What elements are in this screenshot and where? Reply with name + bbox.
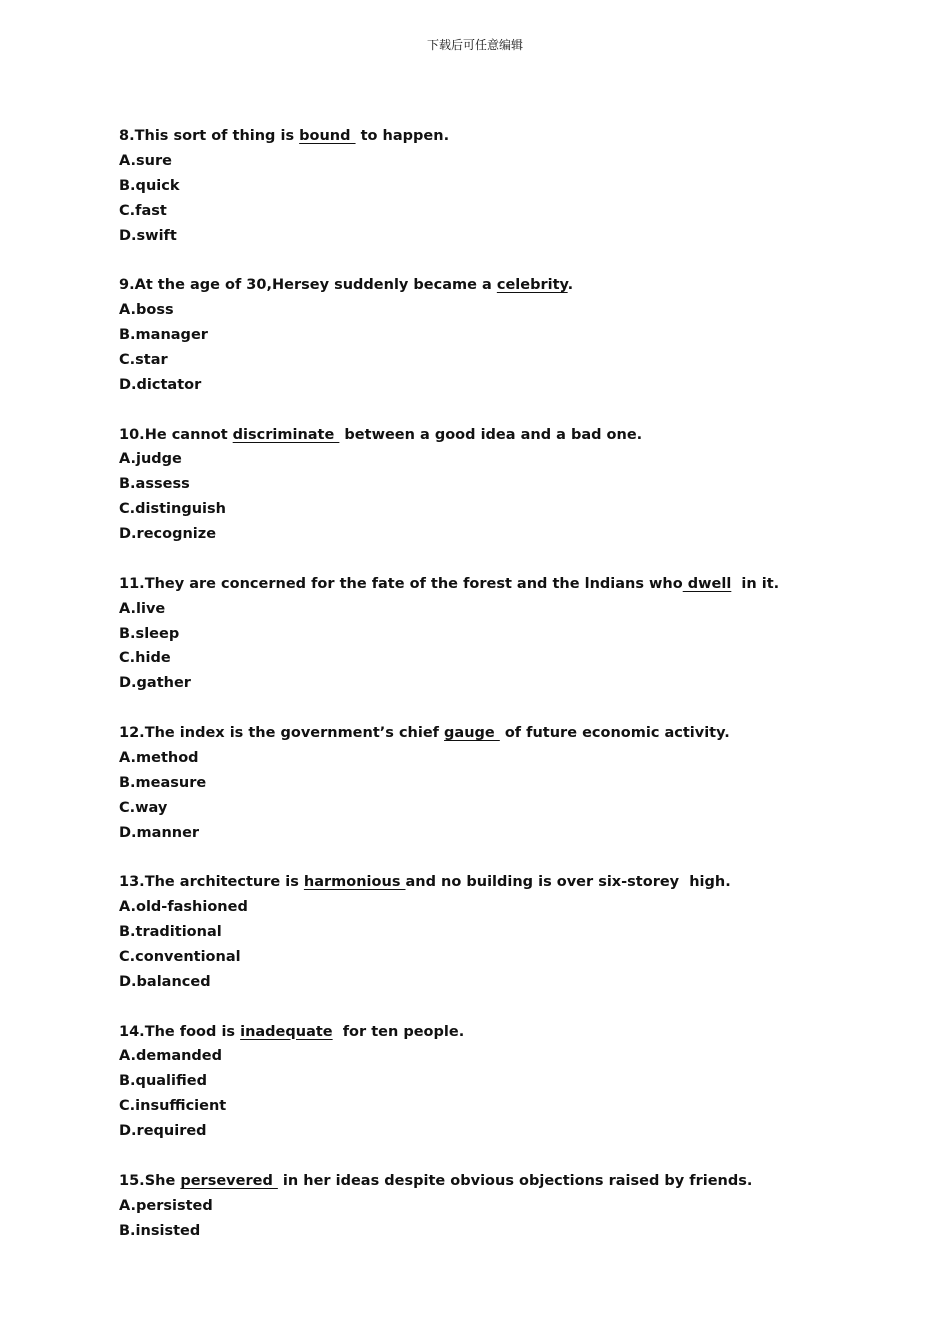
option-b: B.measure	[119, 774, 207, 791]
underlined-keyword: dwell	[682, 575, 732, 592]
question-stem	[119, 721, 899, 746]
option-b: B.assess	[119, 476, 190, 493]
stem-before: She	[144, 1172, 181, 1189]
underlined-keyword: discriminate	[232, 426, 340, 443]
option-b: B.quick	[119, 177, 180, 194]
question-9	[119, 273, 899, 397]
stem-before: The architecture is	[144, 874, 304, 891]
stem-before: They are concerned for the fate of the forest and the lndians who	[144, 575, 683, 592]
option-c: C.distinguish	[119, 501, 226, 518]
question-number: 8.	[119, 128, 135, 144]
option-c: C.insufficient	[119, 1098, 227, 1115]
question-15	[119, 1169, 899, 1244]
option-d: D.balanced	[119, 973, 211, 990]
option-c: C.conventional	[119, 948, 241, 965]
stem-before: The index is the government’s chief	[144, 725, 445, 741]
question-14	[119, 1020, 899, 1144]
stem-before: He cannot	[144, 426, 233, 443]
stem-after: in her ideas despite obvious objections raised by friends.	[277, 1172, 753, 1189]
page-header: 下载后可任意编辑	[426, 38, 523, 52]
underlined-keyword: inadequate	[240, 1023, 333, 1040]
question-stem	[119, 423, 899, 448]
question-number: 9.	[119, 277, 135, 294]
option-b: B.qualified	[119, 1073, 207, 1090]
question-list	[119, 124, 899, 1268]
option-d: D.required	[119, 1123, 207, 1140]
option-a: A.live	[119, 600, 166, 617]
option-a: A.judge	[119, 451, 182, 468]
question-12	[119, 721, 899, 845]
option-a: A.boss	[119, 302, 174, 319]
question-number: 12.	[119, 725, 145, 741]
stem-after: of future economic activity.	[499, 725, 730, 741]
question-stem	[119, 124, 899, 149]
question-stem	[119, 1020, 899, 1045]
question-stem	[119, 1169, 899, 1194]
stem-after: .	[567, 277, 574, 294]
option-a: A.old-fashioned	[119, 899, 248, 916]
underlined-keyword: celebrity	[496, 277, 568, 294]
option-b: B.traditional	[119, 924, 222, 941]
question-stem	[119, 572, 899, 597]
underlined-keyword: gauge	[444, 725, 500, 741]
underlined-keyword: bound	[299, 128, 356, 144]
option-b: B.insisted	[119, 1222, 201, 1239]
option-d: D.manner	[119, 824, 200, 841]
stem-after: between a good idea and a bad one.	[339, 426, 643, 443]
option-b: B.sleep	[119, 625, 180, 642]
stem-after: and no building is over six-storey high.	[405, 874, 731, 891]
option-a: A.method	[119, 749, 199, 766]
question-number: 13.	[119, 874, 145, 891]
question-number: 15.	[119, 1172, 145, 1189]
option-b: B.manager	[119, 327, 208, 344]
option-a: A.persisted	[119, 1197, 213, 1214]
question-8	[119, 124, 899, 248]
underlined-keyword: harmonious	[303, 874, 406, 891]
option-a: A.demanded	[119, 1048, 223, 1065]
question-10	[119, 423, 899, 547]
stem-before: At the age of 30,Hersey suddenly became a	[134, 277, 497, 294]
question-13	[119, 870, 899, 994]
option-d: D.dictator	[119, 376, 202, 393]
stem-after: in it.	[731, 575, 780, 592]
underlined-keyword: persevered	[180, 1172, 278, 1189]
question-stem	[119, 273, 899, 298]
option-c: C.fast	[119, 202, 167, 219]
option-c: C.hide	[119, 650, 171, 667]
question-number: 14.	[119, 1023, 145, 1040]
stem-after: to happen.	[355, 128, 450, 144]
question-stem	[119, 870, 899, 895]
question-11	[119, 572, 899, 696]
option-c: C.way	[119, 799, 168, 816]
option-d: D.swift	[119, 227, 177, 244]
stem-after: for ten people.	[332, 1023, 465, 1040]
option-d: D.gather	[119, 675, 191, 692]
stem-before: This sort of thing is	[134, 128, 300, 144]
option-c: C.star	[119, 351, 168, 368]
question-number: 10.	[119, 426, 145, 443]
question-number: 11.	[119, 575, 145, 592]
stem-before: The food is	[144, 1023, 241, 1040]
option-a: A.sure	[119, 152, 172, 169]
option-d: D.recognize	[119, 526, 217, 543]
